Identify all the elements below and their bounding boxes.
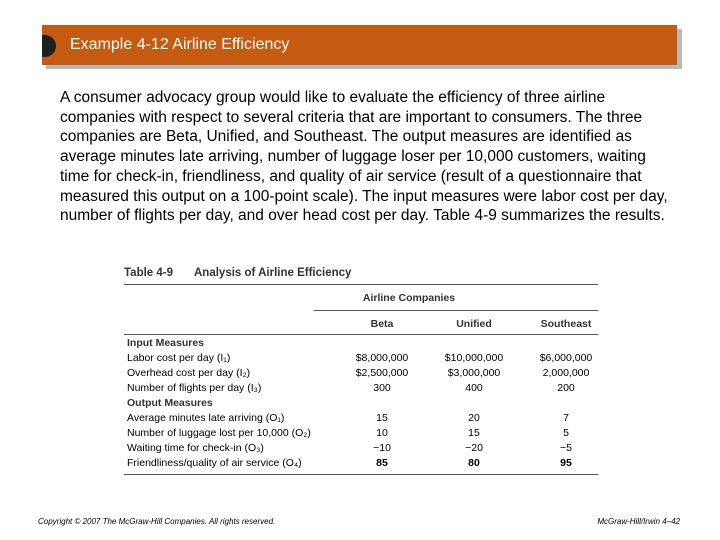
table-row bbox=[124, 457, 598, 472]
cell-unified: 20 bbox=[468, 412, 480, 424]
row-label: Waiting time for check-in (O₃) bbox=[127, 442, 264, 454]
cell-beta: $2,500,000 bbox=[355, 367, 409, 379]
page-footer: McGraw-Hill/Irwin 4–42 bbox=[597, 517, 680, 526]
table-row bbox=[124, 442, 598, 457]
airline-efficiency-table bbox=[124, 262, 598, 478]
cell-unified: $10,000,000 bbox=[444, 352, 504, 364]
row-label: Friendliness/quality of air service (O₄) bbox=[127, 457, 302, 469]
row-label: Overhead cost per day (I₂) bbox=[127, 367, 251, 379]
table-row bbox=[124, 337, 598, 352]
column-header-beta: Beta bbox=[370, 318, 394, 330]
slide-title: Example 4-12 Airline Efficiency bbox=[70, 36, 290, 53]
table-top-rule bbox=[124, 284, 598, 285]
table-row bbox=[124, 427, 598, 442]
cell-southeast: 95 bbox=[560, 457, 572, 469]
cell-southeast: $6,000,000 bbox=[539, 352, 593, 364]
cell-unified: 80 bbox=[468, 457, 480, 469]
table-bottom-rule bbox=[124, 474, 598, 475]
table-row bbox=[124, 412, 598, 427]
cell-beta: 300 bbox=[373, 382, 391, 394]
cell-beta: $8,000,000 bbox=[355, 352, 409, 364]
row-label: Number of flights per day (I₃) bbox=[127, 382, 262, 394]
cell-southeast: 5 bbox=[563, 427, 569, 439]
column-header-southeast: Southeast bbox=[540, 318, 592, 330]
cell-unified: 400 bbox=[465, 382, 483, 394]
column-header-unified: Unified bbox=[456, 318, 492, 330]
cell-unified: $3,000,000 bbox=[447, 367, 501, 379]
copyright-footer: Copyright © 2007 The McGraw-Hill Companies. All rights reserved. bbox=[38, 517, 276, 526]
slide-body-text: A consumer advocacy group would like to evaluate the efficiency of three airline companies with respect to several criteria that are important to consumers. The three companies are Beta, Unified, and Southeast. The output measures are identified as average minutes late arriving, number of luggage loser per 10,000 customers, waiting time for check-in, friendliness, and quality of air service (result of a questionnaire that measured this output on a 100-point scale). The input measures were labor cost per day, number of flights per day, and over head cost per day. Table 4-9 summarizes the results. bbox=[60, 89, 668, 225]
cell-beta: 15 bbox=[376, 412, 388, 424]
cell-southeast: 2,000,000 bbox=[542, 367, 590, 379]
cell-beta: −10 bbox=[373, 442, 391, 454]
table-group-header: Airline Companies bbox=[362, 292, 456, 304]
cell-southeast: 7 bbox=[563, 412, 569, 424]
cell-unified: 15 bbox=[468, 427, 480, 439]
table-row bbox=[124, 382, 598, 397]
table-row bbox=[124, 367, 598, 382]
cell-unified: −20 bbox=[465, 442, 483, 454]
table-header-rule bbox=[124, 334, 598, 335]
row-label: Average minutes late arriving (O₁) bbox=[127, 412, 285, 424]
row-label: Input Measures bbox=[127, 337, 205, 349]
cell-beta: 85 bbox=[376, 457, 388, 469]
row-label: Output Measures bbox=[127, 397, 213, 409]
cell-southeast: −5 bbox=[560, 442, 572, 454]
row-label: Labor cost per day (I₁) bbox=[127, 352, 231, 364]
cell-southeast: 200 bbox=[557, 382, 575, 394]
table-row bbox=[124, 352, 598, 367]
row-label: Number of luggage lost per 10,000 (O₂) bbox=[127, 427, 311, 439]
table-number: Table 4-9 bbox=[124, 267, 173, 279]
table-title: Analysis of Airline Efficiency bbox=[194, 267, 352, 279]
table-row bbox=[124, 397, 598, 412]
cell-beta: 10 bbox=[376, 427, 388, 439]
table-group-rule bbox=[314, 310, 598, 311]
